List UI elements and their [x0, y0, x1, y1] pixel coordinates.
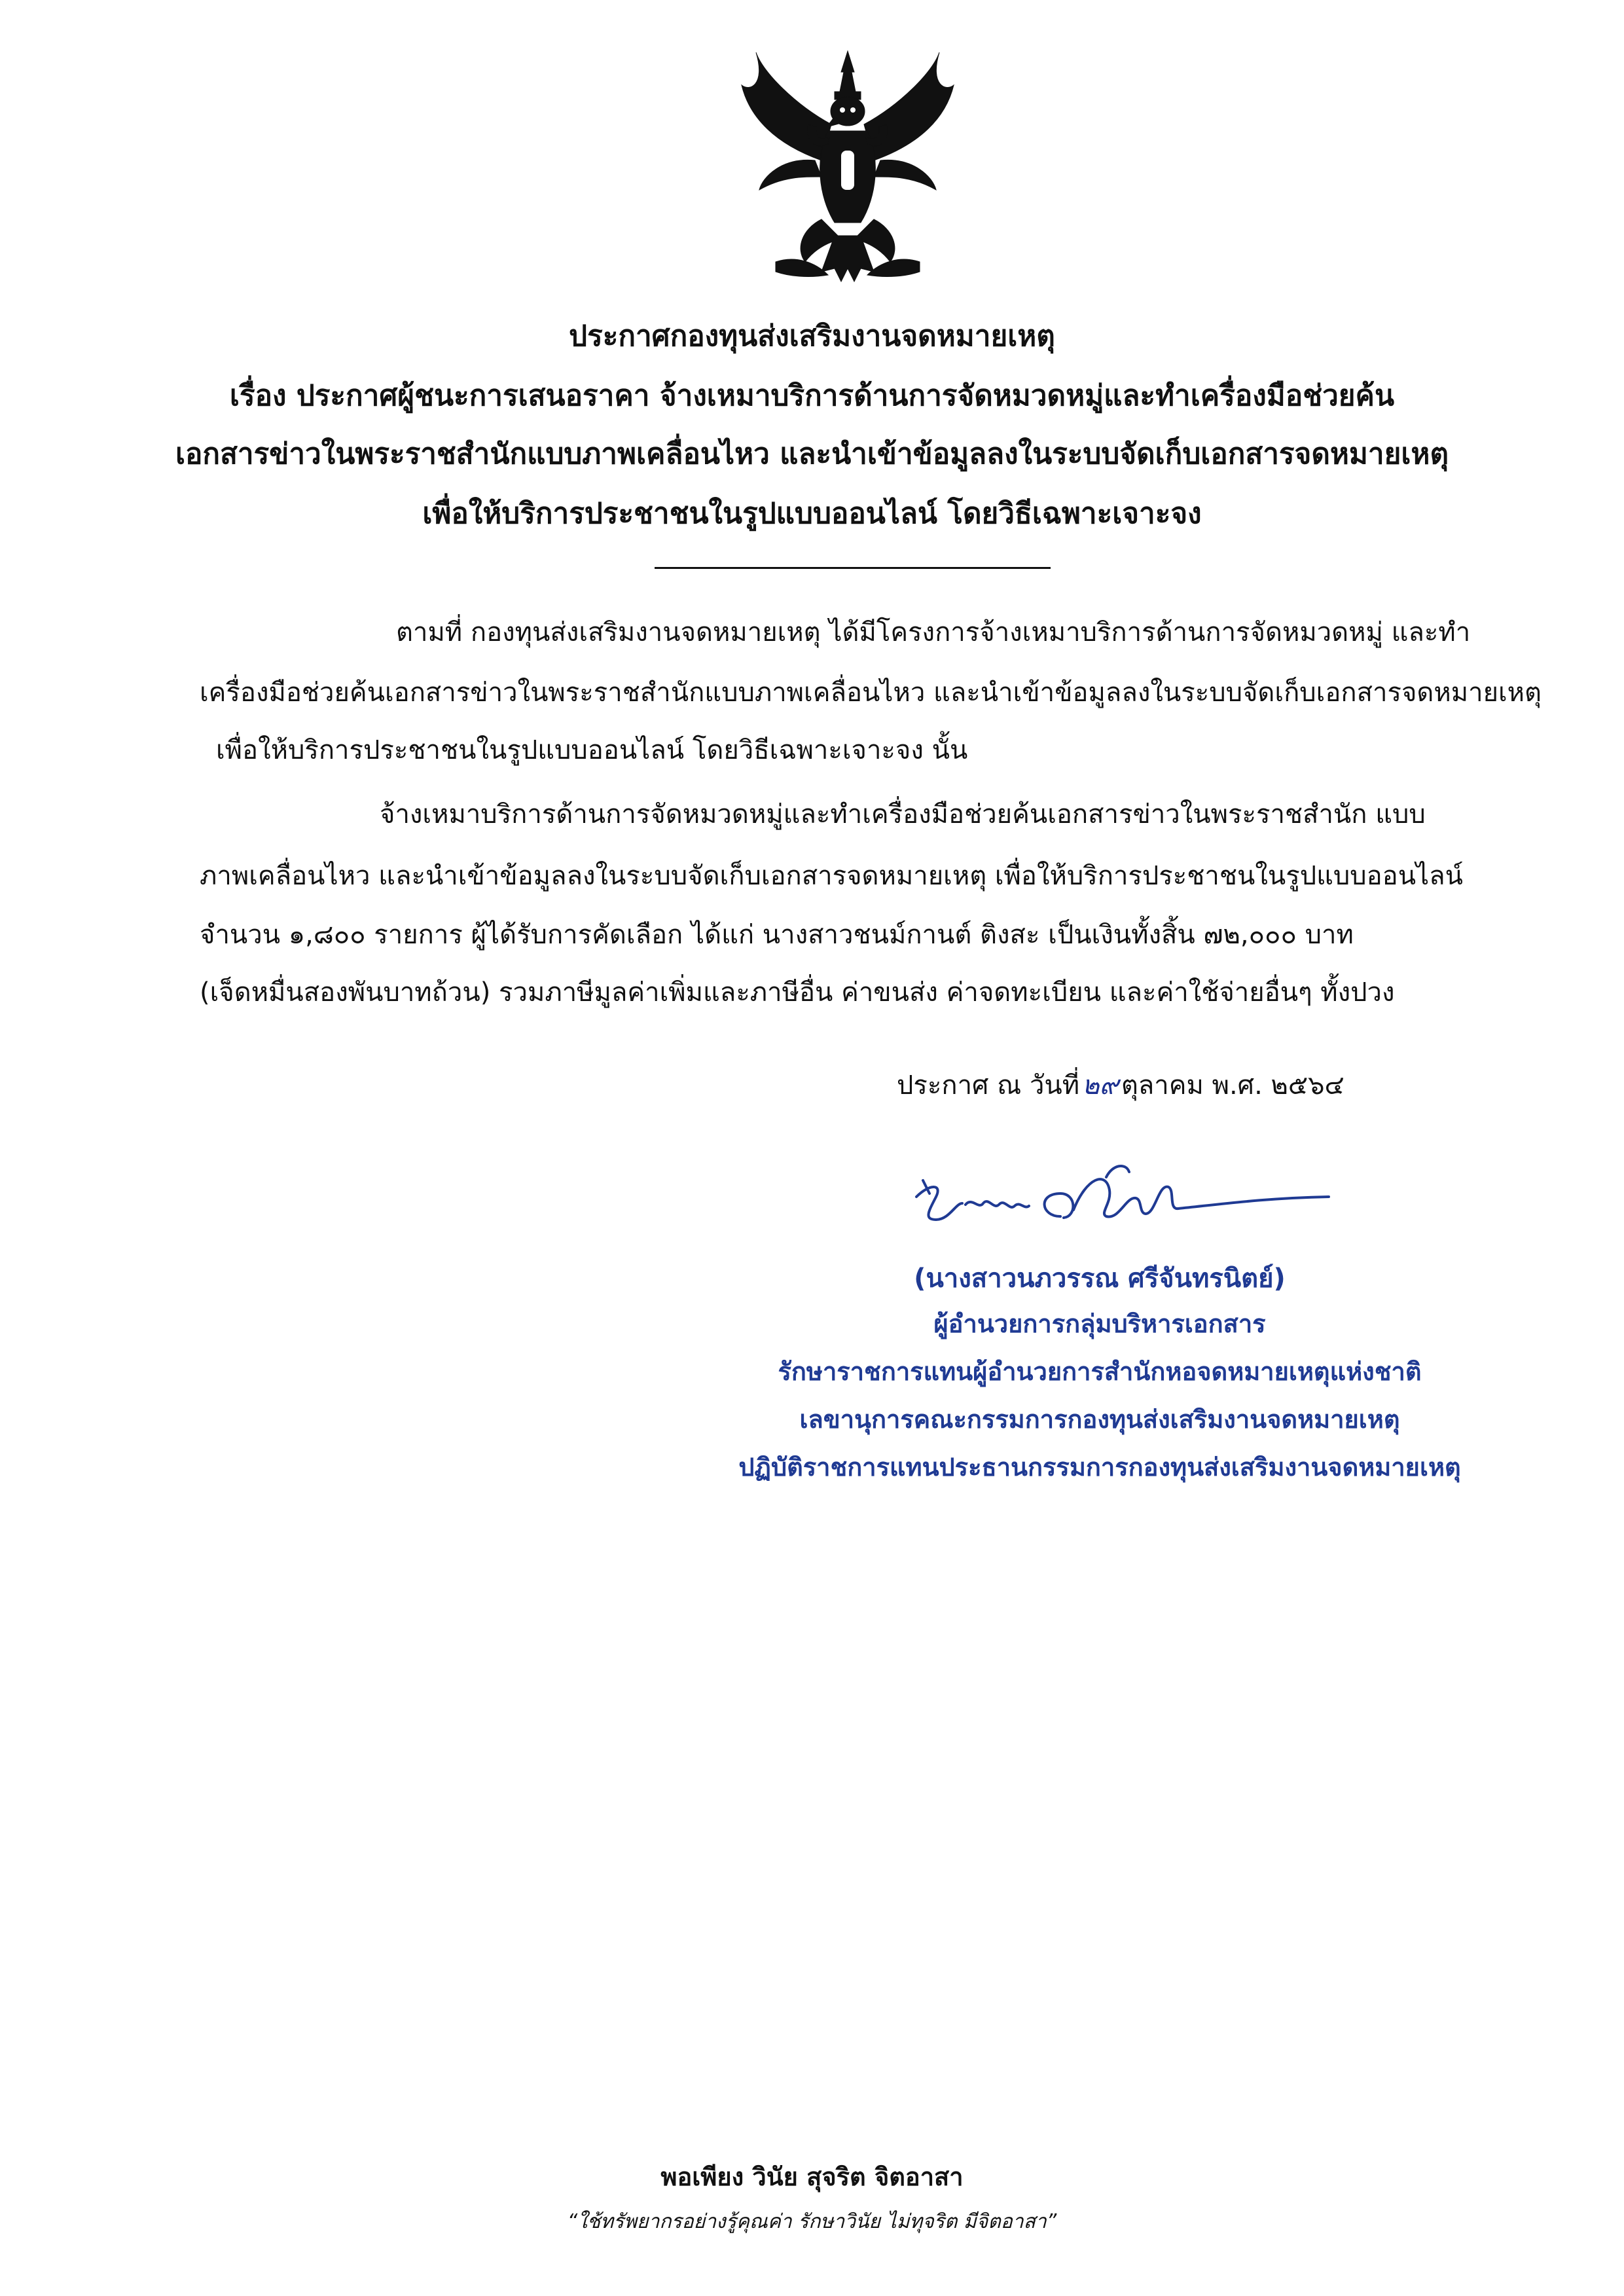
announcement-title: ประกาศกองทุนส่งเสริมงานจดหมายเหตุ: [569, 319, 1055, 353]
paragraph-1-line-2: เครื่องมือช่วยค้นเอกสารข่าวในพระราชสำนักแบบภาพเคลื่อนไหว และนำเข้าข้อมูลลงในระบบจัดเก็บเอกสารจดหมายเหตุ: [200, 678, 1542, 708]
footer-motto: พอเพียง วินัย สุจริต จิตอาสา: [660, 2162, 964, 2191]
handwritten-signature: [910, 1157, 1335, 1243]
signatory-position-2: รักษาราชการแทนผู้อำนวยการสำนักหอจดหมายเหตุแห่งชาติ: [778, 1357, 1422, 1386]
subject-line-2: เอกสารข่าวในพระราชสำนักแบบภาพเคลื่อนไหว และนำเข้าข้อมูลลงในระบบจัดเก็บเอกสารจดหมายเหตุ: [175, 437, 1449, 471]
signatory-name: (นางสาวนภวรรณ ศรีจันทรนิตย์): [914, 1264, 1286, 1294]
signatory-position-4: ปฏิบัติราชการแทนประธานกรรมการกองทุนส่งเสริมงานจดหมายเหตุ: [738, 1453, 1461, 1482]
paragraph-1-line-3: เพื่อให้บริการประชาชนในรูปแบบออนไลน์ โดยวิธีเฉพาะเจาะจง นั้น: [216, 735, 968, 765]
date-suffix: ตุลาคม พ.ศ. ๒๕๖๔: [1121, 1070, 1344, 1101]
subject-line-3: เพื่อให้บริการประชาชนในรูปแบบออนไลน์ โดยวิธีเฉพาะเจาะจง: [422, 497, 1202, 530]
title-divider: [655, 567, 1051, 569]
paragraph-2-line-3: จำนวน ๑,๘๐๐ รายการ ผู้ได้รับการคัดเลือก ได้แก่ นางสาวชนม์กานต์ ติงสะ เป็นเงินทั้งสิ้น ๗๒,๐๐๐ บาท: [200, 920, 1354, 950]
subject-line-1: เรื่อง ประกาศผู้ชนะการเสนอราคา จ้างเหมาบริการด้านการจัดหมวดหมู่และทำเครื่องมือช่วยค้น: [229, 379, 1395, 412]
footer-slogan: “ใช้ทรัพยากรอย่างรู้คุณค่า รักษาวินัย ไม่ทุจริต มีจิตอาสา”: [567, 2210, 1057, 2233]
date-prefix: ประกาศ ณ วันที่: [897, 1070, 1080, 1101]
signatory-position-1: ผู้อำนวยการกลุ่มบริหารเอกสาร: [933, 1309, 1266, 1338]
paragraph-1-line-1: ตามที่ กองทุนส่งเสริมงานจดหมายเหตุ ได้มีโครงการจ้างเหมาบริการด้านการจัดหมวดหมู่ และทำ: [396, 617, 1471, 647]
paragraph-2-line-1: จ้างเหมาบริการด้านการจัดหมวดหมู่และทำเครื่องมือช่วยค้นเอกสารข่าวในพระราชสำนัก แบบ: [380, 799, 1426, 829]
garuda-emblem-icon: [736, 46, 959, 295]
paragraph-2-line-2: ภาพเคลื่อนไหว และนำเข้าข้อมูลลงในระบบจัดเก็บเอกสารจดหมายเหตุ เพื่อให้บริการประชาชนในรูปแบบออนไลน์: [200, 861, 1464, 891]
signatory-position-3: เลขานุการคณะกรรมการกองทุนส่งเสริมงานจดหมายเหตุ: [799, 1405, 1400, 1434]
date-day-handwritten: ๒๙: [1082, 1070, 1119, 1101]
announcement-date: [897, 1067, 1344, 1104]
paragraph-2-line-4: (เจ็ดหมื่นสองพันบาทถ้วน) รวมภาษีมูลค่าเพิ่มและภาษีอื่น ค่าขนส่ง ค่าจดทะเบียน และค่าใช้จ่ายอื่นๆ ทั้งปวง: [200, 977, 1395, 1008]
